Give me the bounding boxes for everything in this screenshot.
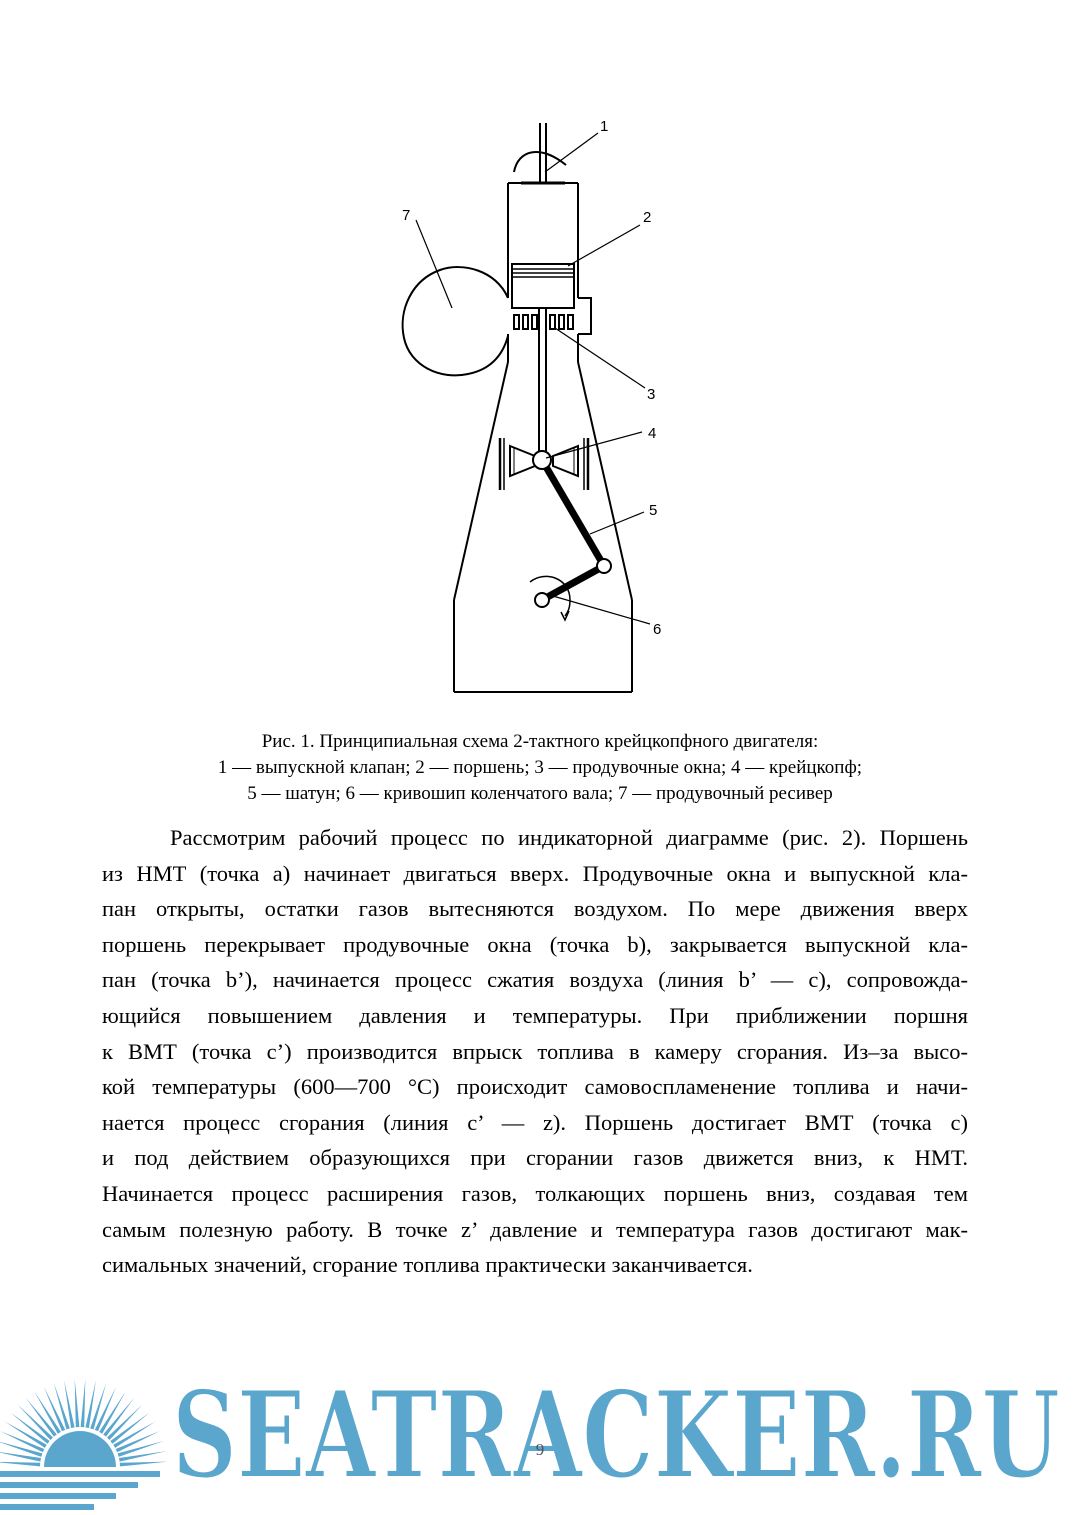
paragraph-line: Начинается процесс расширения газов, толкающих поршень вниз, создавая тем xyxy=(102,1180,968,1206)
wave-line xyxy=(0,1471,160,1477)
paragraph-line: нается процесс сгорания (линия c’ — z). Поршень достигает ВМТ (точка c) xyxy=(102,1109,968,1135)
engine-diagram xyxy=(0,0,1080,720)
sun-ray xyxy=(54,1383,70,1429)
label-6: 6 xyxy=(653,621,662,638)
paragraph-line: из НМТ (точка a) начинает двигаться вверх. Продувочные окна и выпускной кла- xyxy=(102,860,968,886)
crank xyxy=(542,566,604,600)
sun-ray xyxy=(120,1462,168,1467)
paragraph-line: пан (точка b’), начинается процесс сжатия воздуха (линия b’ — c), сопровожда- xyxy=(102,967,968,993)
sun-ray xyxy=(81,1379,86,1427)
paragraph-line: самым полезную работу. В точке z’ давление и температура газов достигают мак- xyxy=(102,1216,968,1242)
sun-ray xyxy=(0,1462,40,1467)
paragraph-line: кой температуры (600—700 °C) происходит самовоспламенение топлива и начи- xyxy=(102,1074,968,1100)
scavenge-receiver xyxy=(403,267,508,375)
piston xyxy=(512,264,574,308)
sun-ray xyxy=(90,1383,106,1429)
wave-line xyxy=(0,1504,94,1510)
paragraph-line: и под действием образующихся при сгорании газов движется вниз, к НМТ. xyxy=(102,1145,968,1171)
paragraph-line: к ВМТ (точка c’) производится впрыск топлива в камеру сгорания. Из–за высо- xyxy=(102,1038,968,1064)
watermark-text: SEATRACKER.RU xyxy=(172,1365,1060,1506)
label-4: 4 xyxy=(648,425,657,442)
label-1: 1 xyxy=(600,118,609,135)
paragraph-line: ющийся повышением давления и температуры. При приближении поршня xyxy=(102,1002,968,1028)
scavenge-ports xyxy=(514,315,573,329)
label-2: 2 xyxy=(643,209,652,226)
body-paragraph xyxy=(102,820,968,1283)
paragraph-line: симальных значений, сгорание топлива практически заканчивается. xyxy=(102,1252,753,1278)
wave-line xyxy=(0,1482,138,1488)
label-5: 5 xyxy=(649,502,658,519)
figure-caption xyxy=(0,729,1080,807)
paragraph-line: поршень перекрывает продувочные окна (точка b), закрывается выпускной кла- xyxy=(102,931,968,957)
wave-line xyxy=(0,1493,116,1499)
page-number: 9 xyxy=(535,1440,545,1459)
caption-line: 5 — шатун; 6 — кривошип коленчатого вала; 7 — продувочный ресивер xyxy=(247,783,833,804)
caption-line: Рис. 1. Принципиальная схема 2-тактного крейцкопфного двигателя: xyxy=(261,731,819,752)
label-3: 3 xyxy=(647,386,656,403)
watermark xyxy=(0,1345,1080,1515)
paragraph-line: Рассмотрим рабочий процесс по индикаторной диаграмме (рис. 2). Поршень xyxy=(170,825,968,850)
exhaust-valve xyxy=(514,123,566,183)
frame xyxy=(454,362,632,692)
caption-line: 1 — выпускной клапан; 2 — поршень; 3 — продувочные окна; 4 — крейцкопф; xyxy=(217,757,863,778)
connecting-rod xyxy=(542,460,604,566)
sun-ray xyxy=(75,1379,80,1427)
paragraph-line: пан открыты, остатки газов вытесняются воздухом. По мере движения вверх xyxy=(102,896,968,922)
label-7: 7 xyxy=(402,207,411,224)
